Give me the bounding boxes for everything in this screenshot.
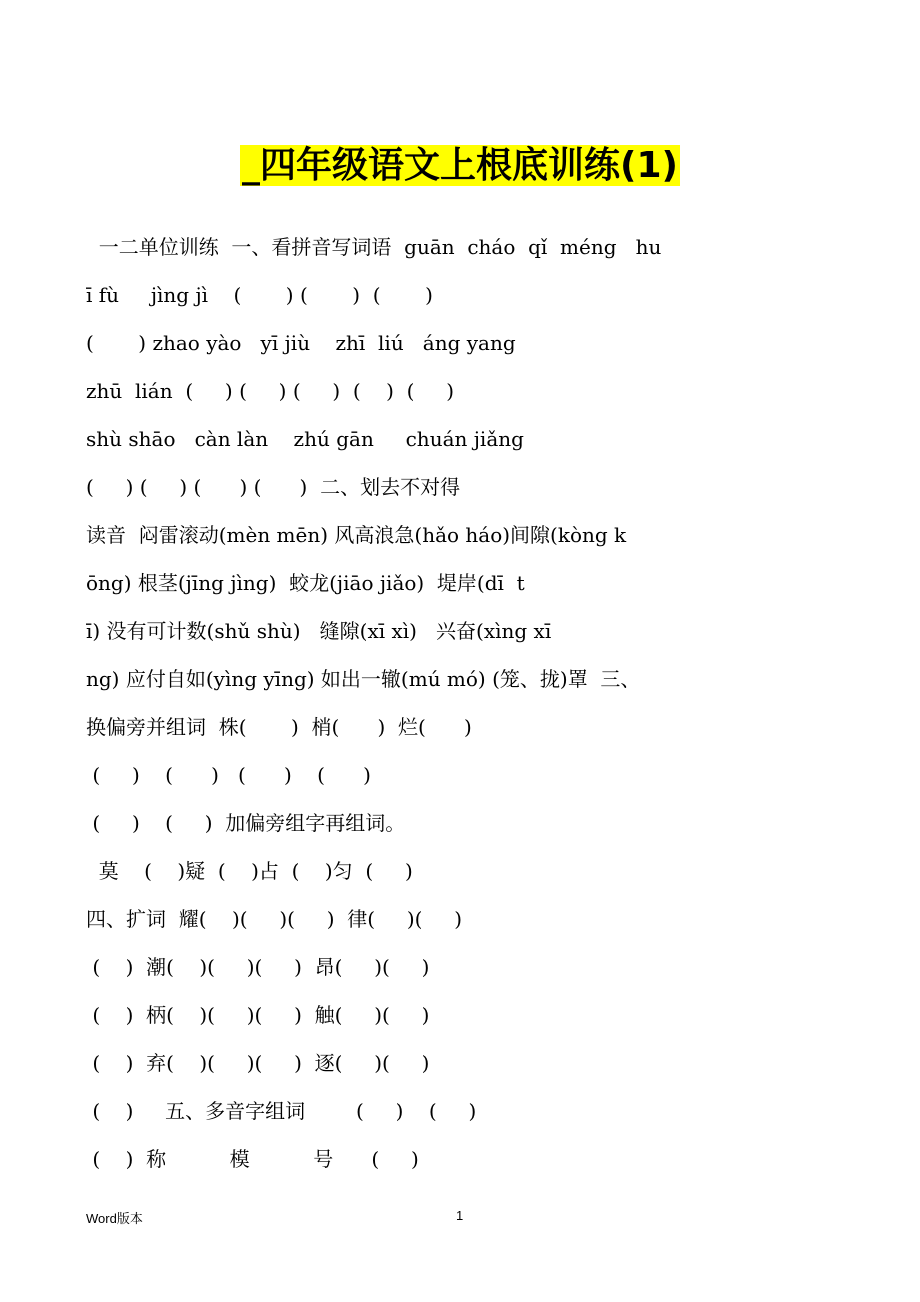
text-line: 四、扩词 耀( )( )( ) 律( )( )	[86, 907, 463, 931]
page-number: 1	[456, 1208, 464, 1223]
text-line: ng) 应付自如(yìng yīng) 如出一辙(mú mó) (笼、拢)罩 三、	[86, 667, 641, 691]
text-line: 一二单位训练 一、看拼音写词语 guān cháo qǐ méng hu	[86, 235, 662, 259]
text-line: ī fù jìng jì ( ) ( ) ( )	[86, 283, 433, 307]
text-line: ( ) 弃( )( )( ) 逐( )( )	[86, 1051, 430, 1075]
text-line: zhū lián ( ) ( ) ( ) ( ) ( )	[86, 379, 455, 403]
text-line: ( ) zhao yào yī jiù zhī liú áng yang	[86, 331, 516, 355]
text-line: ( ) 潮( )( )( ) 昂( )( )	[86, 955, 430, 979]
text-line: ( ) ( ) 加偏旁组字再组词。	[86, 811, 406, 835]
text-line: 读音 闷雷滚动(mèn mēn) 风高浪急(hǎo háo)间隙(kòng k	[86, 523, 627, 547]
text-line: ōng) 根茎(jīng jìng) 蛟龙(jiāo jiǎo) 堤岸(dī t	[86, 571, 525, 595]
text-line: ī) 没有可计数(shǔ shù) 缝隙(xī xì) 兴奋(xìng xī	[86, 619, 552, 643]
text-line: shù shāo càn làn zhú gān chuán jiǎng	[86, 427, 524, 451]
text-line: ( ) ( ) ( ) ( ) 二、划去不对得	[86, 475, 461, 499]
text-line: ( ) ( ) ( ) ( )	[86, 763, 371, 787]
document-title	[0, 140, 920, 192]
text-line: ( ) 称 模 号 ( )	[86, 1147, 419, 1171]
text-line: 换偏旁并组词 株( ) 梢( ) 烂( )	[86, 715, 472, 739]
text-line: ( ) 五、多音字组词 ( ) ( )	[86, 1099, 477, 1123]
text-line: ( ) 柄( )( )( ) 触( )( )	[86, 1003, 430, 1027]
footer-label: Word版本	[86, 1211, 143, 1226]
highlighted-title-text: _四年级语文上根底训练(1)	[242, 145, 678, 186]
text-line: 莫 ( )疑 ( )占 ( )匀 ( )	[86, 859, 413, 883]
